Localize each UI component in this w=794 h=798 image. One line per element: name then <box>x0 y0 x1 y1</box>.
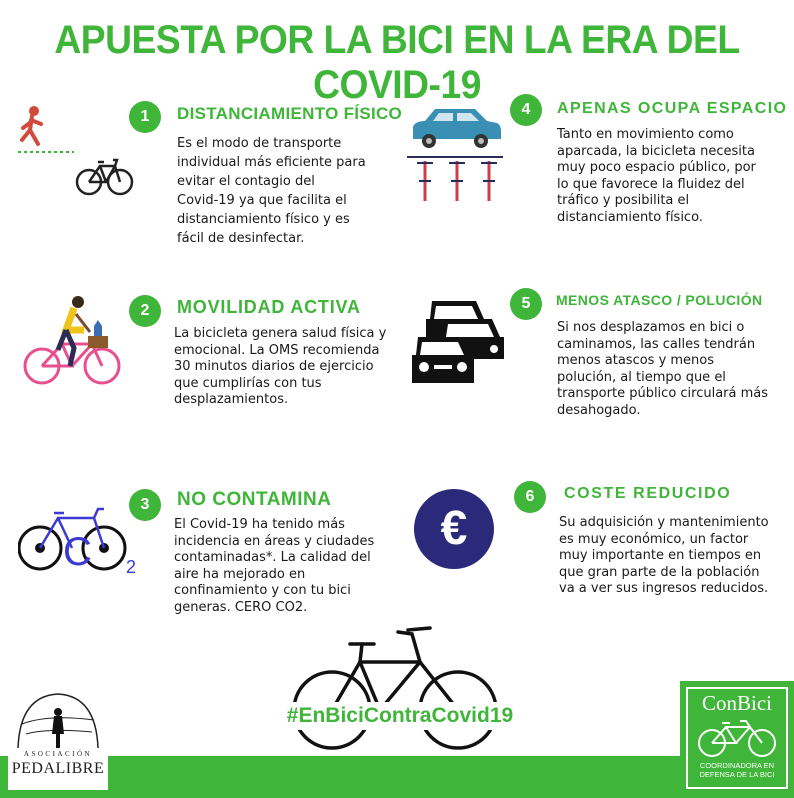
section-6-line: muy importante en tiempos en <box>559 548 762 563</box>
section-3-line: incidencia en áreas y ciudades <box>174 533 375 549</box>
section-5-line: transporte público circulará más <box>557 386 769 401</box>
section-2-line: La bicicleta genera salud física y <box>174 326 387 341</box>
co2-subscript: 2 <box>126 557 137 577</box>
section-3-line: confinamiento y con tu bici <box>174 583 351 598</box>
section-body-4 <box>557 127 787 226</box>
section-body-5 <box>557 320 789 419</box>
car-versus-bicycles-icon <box>405 105 505 205</box>
co2-c-letter: C <box>63 530 92 574</box>
section-4-line: aparcada, la bicicleta necesita <box>557 143 755 159</box>
euro-coin-icon <box>414 489 494 569</box>
section-title-5: MENOS ATASCO / POLUCIÓN <box>556 292 763 308</box>
traffic-jam-icon <box>410 297 505 392</box>
section-4-line: distanciamiento físico. <box>557 209 703 225</box>
section-body-2 <box>174 326 414 409</box>
page-title: APUESTA POR LA BICI EN LA ERA DEL COVID-19 <box>54 18 740 107</box>
section-number-6: 6 <box>514 481 546 513</box>
section-title-4: APENAS OCUPA ESPACIO <box>557 100 788 117</box>
large-bicycle-icon <box>290 622 500 752</box>
hashtag: #EnBiciContraCovid19 <box>275 702 525 730</box>
section-2-line: desplazamientos. <box>174 392 289 407</box>
pedalibre-logo <box>8 690 108 790</box>
conbici-subtitle-line: DEFENSA DE LA BICI <box>699 770 775 779</box>
section-1-line: Covid-19 ya que facilita el <box>177 193 347 208</box>
section-6-line: va a ver sus ingresos reducidos. <box>559 581 769 596</box>
section-title-6: COSTE REDUCIDO <box>564 485 732 502</box>
pedalibre-name: PEDALIBRE <box>11 760 105 777</box>
section-6-line: Su adquisición y mantenimiento <box>559 515 769 530</box>
euro-symbol: € <box>440 502 468 555</box>
section-6-line: es muy económico, un factor <box>559 531 749 547</box>
section-1-line: evitar el contagio del <box>177 174 315 189</box>
section-body-6 <box>559 515 789 598</box>
section-1-line: fácil de desinfectar. <box>177 231 305 246</box>
section-5-line: polución, al tiempo que el <box>557 369 726 385</box>
section-5-line: Si nos desplazamos en bici o <box>557 320 745 335</box>
pedalibre-subtitle: ASOCIACIÓN <box>23 750 93 758</box>
section-3-line: El Covid-19 ha tenido más <box>174 517 345 532</box>
section-4-line: muy poco espacio público, por <box>557 160 756 175</box>
section-number-4: 4 <box>510 94 542 126</box>
footer-bar <box>0 756 794 798</box>
section-4-line: lo que favorece la fluidez del <box>557 176 745 192</box>
section-4-line: tráfico y posibilita el <box>557 193 690 208</box>
conbici-subtitle-line: COORDINADORA EN <box>699 761 775 770</box>
section-2-line: emocional. La OMS recomienda <box>174 342 380 358</box>
section-number-2: 2 <box>129 295 161 327</box>
conbici-name: ConBici <box>701 691 772 715</box>
section-title-2: MOVILIDAD ACTIVA <box>177 297 361 317</box>
section-1-line: individual más eficiente para <box>177 155 366 170</box>
section-3-line: aire ha mejorado en <box>174 566 306 582</box>
section-number-3: 3 <box>129 489 161 521</box>
section-1-line: distanciamiento físico y es <box>177 212 350 227</box>
section-body-3 <box>174 517 404 616</box>
conbici-subtitle <box>688 761 786 779</box>
section-3-line: contaminadas*. La calidad del <box>174 550 371 565</box>
section-4-line: Tanto en movimiento como <box>557 127 734 142</box>
section-title-1: DISTANCIAMIENTO FÍSICO <box>177 104 403 123</box>
conbici-logo <box>680 681 794 795</box>
section-5-line: desahogado. <box>557 402 641 418</box>
section-title-3: NO CONTAMINA <box>177 489 332 510</box>
section-number-1: 1 <box>129 101 161 133</box>
runner-and-bicycle-icon <box>14 100 139 200</box>
section-2-line: que cumplirías con tus <box>174 375 322 391</box>
pedalibre-cyclist-icon <box>8 690 108 750</box>
conbici-bicycle-icon <box>688 719 786 759</box>
section-3-line: generas. CERO CO2. <box>174 599 308 615</box>
section-number-5: 5 <box>510 288 542 320</box>
section-2-line: 30 minutos diarios de ejercicio <box>174 359 374 374</box>
cyclist-with-basket-icon <box>22 292 127 390</box>
section-1-line: Es el modo de transporte <box>177 136 342 151</box>
section-6-line: que gran parte de la población <box>559 564 760 580</box>
section-body-1 <box>177 134 407 248</box>
section-5-line: menos atascos y menos <box>557 353 715 368</box>
co2-bicycle-icon <box>18 503 148 583</box>
section-5-line: caminamos, las calles tendrán <box>557 336 756 352</box>
